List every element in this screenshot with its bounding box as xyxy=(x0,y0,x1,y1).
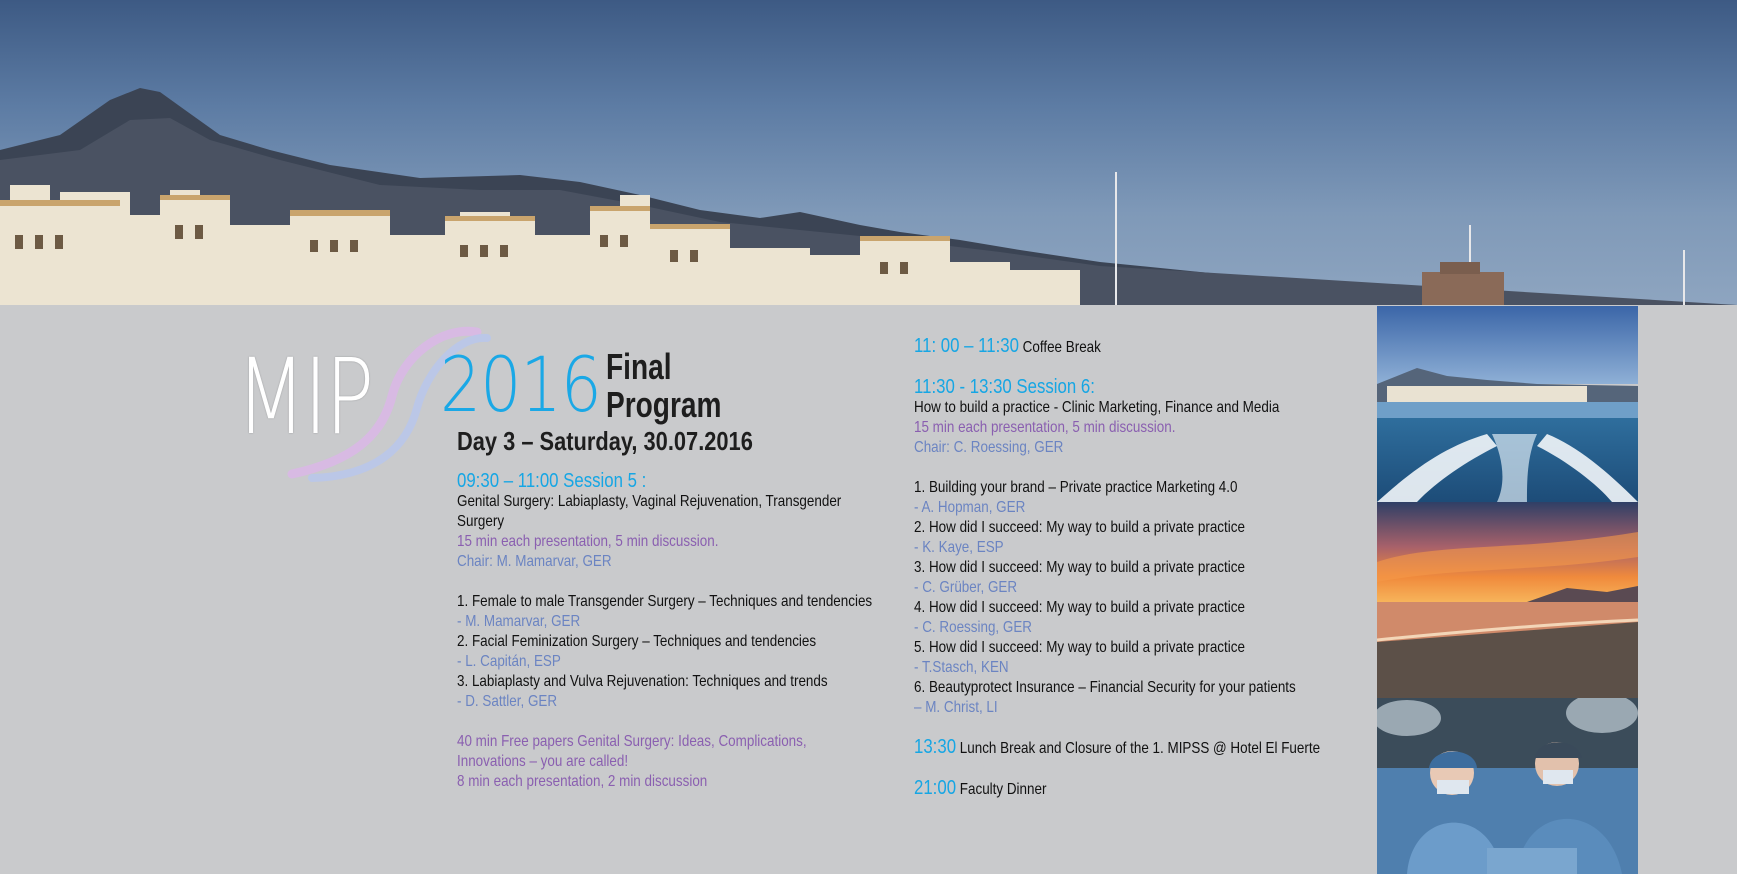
talk-title: 3. How did I succeed: My way to build a private practice xyxy=(914,559,1245,576)
coffee-break xyxy=(914,335,1317,358)
photo-boat-wake xyxy=(1377,306,1638,502)
photo-surgery xyxy=(1377,698,1638,874)
hero-banner-photo xyxy=(0,0,1737,305)
talk-speaker: - M. Mamarvar, GER xyxy=(457,613,581,630)
talk-speaker: - D. Sattler, GER xyxy=(457,693,558,710)
session5-talk-list xyxy=(457,592,873,712)
talk-title: 5. How did I succeed: My way to build a private practice xyxy=(914,639,1245,656)
logo-mip-text: MIP xyxy=(236,336,372,458)
photo-sunset-beach xyxy=(1377,502,1638,698)
session5-time: 09:30 – 11:00 Session 5 : xyxy=(457,470,647,492)
session6-time: 11:30 - 13:30 Session 6: xyxy=(914,376,1095,398)
lunch-time: 13:30 xyxy=(914,736,957,758)
logo-program-word: Program xyxy=(606,384,722,425)
talk-title: 6. Beautyprotect Insurance – Financial Security for your patients xyxy=(914,679,1296,696)
session5-format: 15 min each presentation, 5 min discussion. xyxy=(457,533,719,550)
dinner-time: 21:00 xyxy=(914,777,957,799)
talk-speaker: - L. Capitán, ESP xyxy=(457,653,561,670)
talk-title: 3. Labiaplasty and Vulva Rejuvenation: Techniques and trends xyxy=(457,673,828,690)
faculty-dinner xyxy=(914,777,1317,800)
session6-topic: How to build a practice - Clinic Marketing, Finance and Media xyxy=(914,399,1280,416)
boat-wake-image xyxy=(1377,306,1638,502)
talk-title: 2. Facial Feminization Surgery – Techniques and tendencies xyxy=(457,633,817,650)
talk-speaker: - C. Grüber, GER xyxy=(914,579,1018,596)
free-papers-format: 8 min each presentation, 2 min discussion xyxy=(457,773,708,790)
talk-title: 1. Female to male Transgender Surgery – Techniques and tendencies xyxy=(457,593,873,610)
session5-topic: Genital Surgery: Labiaplasty, Vaginal Rejuvenation, Transgender Surgery xyxy=(457,493,842,530)
talk-speaker: - T.Stasch, KEN xyxy=(914,659,1009,676)
talk-speaker: - A. Hopman, GER xyxy=(914,499,1026,516)
session6-format: 15 min each presentation, 5 min discussion. xyxy=(914,419,1176,436)
talk-title: 1. Building your brand – Private practice Marketing 4.0 xyxy=(914,479,1238,496)
dinner-label: Faculty Dinner xyxy=(959,781,1047,798)
talk-speaker: - C. Roessing, GER xyxy=(914,619,1033,636)
coffee-label: Coffee Break xyxy=(1022,339,1101,356)
talk-title: 2. How did I succeed: My way to build a private practice xyxy=(914,519,1245,536)
program-column-left xyxy=(457,426,873,792)
coffee-time: 11: 00 – 11:30 xyxy=(914,335,1019,357)
session5-chair: Chair: M. Mamarvar, GER xyxy=(457,553,612,570)
talk-title: 4. How did I succeed: My way to build a private practice xyxy=(914,599,1245,616)
talk-speaker: – M. Christ, LI xyxy=(914,699,998,716)
lunch-label: Lunch Break and Closure of the 1. MIPSS @ Hotel El Fuerte xyxy=(959,740,1321,757)
program-column-right xyxy=(914,335,1321,800)
surgery-team-image xyxy=(1377,698,1638,874)
talk-speaker: - K. Kaye, ESP xyxy=(914,539,1004,556)
logo-final-word: Final xyxy=(606,346,672,387)
logo-final-program xyxy=(606,348,721,424)
session6-chair: Chair: C. Roessing, GER xyxy=(914,439,1064,456)
logo-year: 2016 xyxy=(440,340,602,429)
session6-talk-list xyxy=(914,478,1317,718)
day-title: Day 3 – Saturday, 30.07.2016 xyxy=(457,426,753,456)
lunch-break xyxy=(914,736,1321,759)
sunset-beach-image xyxy=(1377,502,1638,698)
free-papers: 40 min Free papers Genital Surgery: Ideas, Complications, Innovations – you are called! xyxy=(457,733,807,770)
marbella-harbour-image xyxy=(0,0,1737,305)
